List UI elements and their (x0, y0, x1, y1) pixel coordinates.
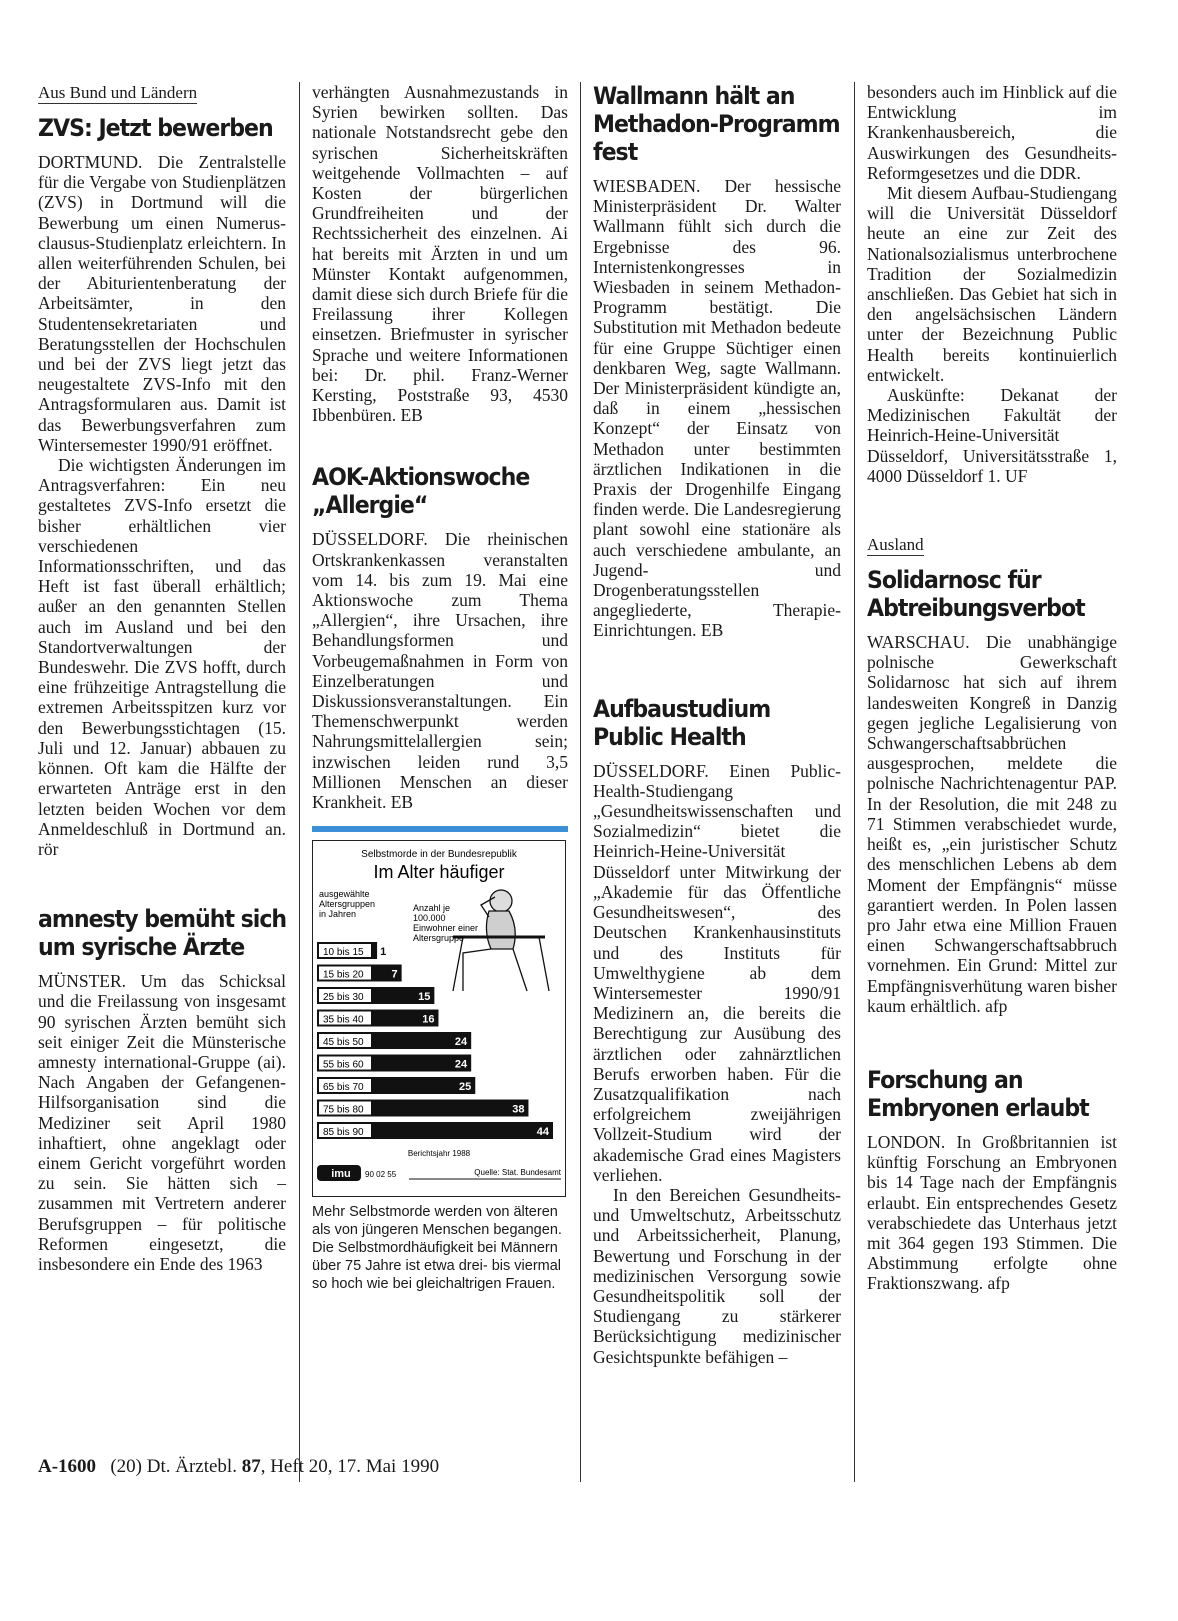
article-zvs-p1: DORTMUND. Die Zentralstelle für die Vergabe von Studienplätzen (ZVS) in Dortmund will die Bewerbung um einen Numerus-clausus-Studienplatz erleichtern. In allen weiterführenden Schulen, bei der Abiturientenberatung der Arbeitsämter, in den Studentensekretariaten und Beratungsstellen der Hochschulen und bei der ZVS liegt jetzt das neugestaltete ZVS-Info mit den Antragsformularen aus. Damit ist das Bewerbungsverfahren zum Wintersemester 1990/91 eröffnet. (38, 152, 286, 455)
chart-canvas (313, 841, 565, 1196)
imu-logo-text: imu (331, 1168, 351, 1181)
svg-text:in Jahren: in Jahren (319, 909, 357, 920)
column-rule (854, 82, 855, 1482)
chart-bars (317, 942, 553, 1139)
svg-text:ausgewählte: ausgewählte (319, 889, 370, 900)
article-amnesty-p1: MÜNSTER. Um das Schicksal und die Freilassung von insgesamt 90 syrischen Ärzten bemüht sich seit einiger Zeit die Münsterische amnesty international-Gruppe (ai). Nach Angaben der Gefangenen-Hilfsorganisation sind die Mediziner seit April 1980 inhaftiert, ohne angeklagt oder einem Gericht vorgeführt worden zu sein. Sie hätten sich – zusammen mit Vertretern anderer Berufsgruppen – für politische Reformen eingesetzt, die insbesondere ein Ende des 1963 (38, 971, 286, 1274)
chart-tick-label: 15 bis 20 (323, 969, 364, 981)
article-public-health-p2: In den Bereichen Gesundheits- und Umweltschutz, Arbeitsschutz und Arbeitssicherheit, Planung, Bewertung und Forschung in der medizinischen Versorgung sowie Gesundheitspolitik soll der Studiengang zu stärkerer Berücksichtigung medizinischer Gesichtspunkte befähigen – (593, 1184, 841, 1367)
column-3 (593, 82, 841, 1367)
column-2 (312, 82, 568, 1293)
chart-xlabel (319, 889, 375, 919)
chart-source: Quelle: Stat. Bundesamt (474, 1168, 561, 1178)
column-rule (580, 82, 581, 1482)
article-embryonen-p1: LONDON. In Großbritannien ist künftig Forschung an Embryonen bis 14 Tage nach der Empfängnis erlaubt. Ein entsprechendes Gesetz verabschiedete das Unterhaus jetzt mit 364 gegen 193 Stimmen. Die Abstimmung erfolgte ohne Fraktionszwang. afp (867, 1131, 1117, 1294)
chart-tick-label: 75 bis 80 (323, 1104, 364, 1116)
headline-wallmann: Wallmann hält an Methadon-Programm fest (593, 82, 840, 166)
column-rule (299, 82, 300, 1482)
headline-zvs: ZVS: Jetzt bewerben (38, 114, 273, 142)
headline-amnesty: amnesty bemüht sich um syrische Ärzte (38, 905, 287, 962)
chart-data-label: 24 (454, 1058, 468, 1071)
volume-number: 87 (241, 1456, 261, 1477)
chart-tick-label: 10 bis 15 (323, 947, 364, 959)
article-zvs-p2: Die wichtigsten Änderungen im Antragsverfahren: Ein neu gestaltetes ZVS-Info ersetzt die bisher erhältlichen vier verschiedenen Informationsschriften, und das Heft ist fast überall erhältlich; außer an den genannten Stellen auch im Ausland und bei den Standortverwaltungen der Bundeswehr. Die ZVS hofft, durch eine frühzeitige Antragstellung die extremen Arbeitsspitzen kurz vor den Bewerbungsstichtagen (15. Juli und 12. Januar) abbauen zu können. Oft kam die Hälfte der erwarteten Anträge erst in den letzten beiden Wochen vor dem Anmeldeschluß in Dortmund an. rör (38, 455, 286, 859)
chart-data-label: 25 (459, 1081, 472, 1094)
suicide-chart (312, 840, 566, 1197)
svg-text:100.000: 100.000 (413, 913, 446, 924)
headline-solidarnosc: Solidarnosc für Abtreibungsverbot (867, 566, 1085, 623)
article-solidarnosc-p1: WARSCHAU. Die unabhängige polnische Gewerkschaft Solidarnosc hat sich auf ihrem landesweiten Kongreß in Danzig gegen jegliche Legalisierung von Schwangerschaftsabbrüchen ausgesprochen, meldete die polnische Nachrichtenagentur PAP. In der Resolution, die mit 248 zu 71 Stimmen verabschiedet wurde, heißt es, „ein juristischer Schutz des menschlichen Lebens ab dem Moment der Empfängnis“ müsse garantiert werden. In Polen lassen pro Jahr etwa eine Million Frauen einen Schwangerschaftsabbruch vornehmen. Ein Grund: Mittel zur Empfängnisverhütung waren bisher kaum erhältlich. afp (867, 632, 1117, 1016)
svg-text:Altersgruppe: Altersgruppe (413, 933, 465, 944)
svg-text:Einwohner einer: Einwohner einer (413, 923, 479, 934)
article-public-health-p3: Mit diesem Aufbau-Studiengang will die Universität Düsseldorf heute an eine zur Zeit des Nationalsozialismus unterbrochene Tradition der Sozialmedizin anschließen. Das Gebiet hat sich in den angelsächsischen Ländern unter der Bezeichnung Public Health bereits kontinuierlich entwickelt. (867, 183, 1117, 385)
page-number: A-1600 (38, 1456, 97, 1477)
article-public-health-p1: DÜSSELDORF. Einen Public-Health-Studiengang „Gesundheitswissenschaften und Sozialmedizin“ bietet die Heinrich-Heine-Universität Düsseldorf unter Mitwirkung der „Akademie für das Öffentliche Gesundheitswesen“, des Deutschen Krankenhausinstituts und des Instituts für Umwelthygiene ab dem Wintersemester 1990/91 Medizinern an, die bereits die Berechtigung zur Ausübung des ärztlichen oder zahnärztlichen Berufs erworben haben. Für die Zusatzqualifikation nach erfolgreichem zweijährigen Vollzeit-Studium wird der akademische Grad eines Magisters verliehen. (593, 760, 841, 1185)
headline-public-health: Aufbaustudium Public Health (593, 694, 771, 751)
svg-text:Anzahl je: Anzahl je (413, 903, 451, 914)
svg-text:Altersgruppen: Altersgruppen (319, 899, 376, 910)
chart-data-label: 38 (512, 1103, 525, 1116)
chart-footnote: Berichtsjahr 1988 (407, 1149, 471, 1159)
chart-data-label: 7 (391, 968, 398, 981)
article-wallmann-p1: WIESBADEN. Der hessische Ministerpräsident Dr. Walter Wallmann fühlt sich durch die Ergebnisse des 96. Internistenkongresses in Wiesbaden in seinem Methadon-Programm bestätigt. Die Substitution mit Methadon bedeute für eine Gruppe Süchtiger einen denkbaren Weg, sagte Wallmann. Der Ministerpräsident kündigte an, daß in einem „hessischen Konzept“ der Einsatz von Methadon unter bestimmten ärztlichen Indikationen in die Praxis der Drogenhilfe Eingang finden werde. Die Landesregierung plant sowohl eine stationäre als auch verschiedene ambulante, an Jugend- und Drogenberatungsstellen angegliederte, Therapie-Einrichtungen. EB (593, 176, 841, 641)
issue-suffix: , Heft 20, 17. Mai 1990 (260, 1456, 440, 1477)
chart-code: 90 02 55 (365, 1170, 397, 1180)
chart-data-label: 16 (422, 1013, 435, 1026)
headline-embryonen: Forschung an Embryonen erlaubt (867, 1065, 1089, 1122)
chart-tick-label: 55 bis 60 (323, 1059, 364, 1071)
chart-data-label: 1 (380, 946, 387, 959)
elderly-person-illustration (453, 890, 549, 991)
article-aok-p1: DÜSSELDORF. Die rheinischen Ortskrankenkassen veranstalten vom 14. bis zum 19. Mai eine Aktionswoche zum Thema „Allergien“, ihre Ursachen, ihre Behandlungsformen und Vorbeugemaßnahmen in Form von Einzelberatungen und Diskussionsveranstaltungen. Ein Themenschwerpunkt werden Nahrungsmittelallergien sein; inzwischen leiden rund 3,5 Millionen Menschen an dieser Krankheit. EB (312, 529, 568, 813)
chart-subtitle: Selbstmorde in der Bundesrepublik (361, 849, 517, 861)
article-public-health-p4: Auskünfte: Dekanat der Medizinischen Fakultät der Heinrich-Heine-Universität Düsseldorf, Universitätsstraße 1, 4000 Düsseldorf 1. UF (867, 385, 1117, 486)
chart-data-label: 15 (418, 991, 431, 1004)
issue-prefix: (20) Dt. Ärztebl. (110, 1456, 237, 1477)
chart-tick-label: 45 bis 50 (323, 1037, 364, 1049)
figure-top-rule (312, 826, 568, 832)
column-1 (38, 82, 286, 1274)
headline-aok: AOK-Aktionswoche „Allergie“ (312, 463, 530, 520)
chart-caption: Mehr Selbstmorde werden von älteren als von jüngeren Menschen begangen. Die Selbstmordhäufigkeit bei Männern über 75 Jahre ist etwa drei- bis viermal so hoch wie bei gleichaltrigen Frauen. (312, 1204, 562, 1293)
chart-title: Im Alter häufiger (373, 862, 505, 883)
article-amnesty-continued: verhängten Ausnahmezustands in Syrien bewirken sollten. Das nationale Notstandsrecht gebe den syrischen Sicherheitskräften weitgehende Vollmachten – auf Kosten der bürgerlichen Grundfreiheiten und der Rechtssicherheit des einzelnen. Ai hat bereits mit Ärzten in und um Münster Kontakt aufgenommen, damit diese sich durch Briefe für die Freilassung ihrer Kollegen einsetzen. Briefmuster in syrischer Sprache und weitere Informationen bei: Dr. phil. Franz-Werner Kersting, Poststraße 93, 4530 Ibbenbüren. EB (312, 82, 568, 426)
section-rubric: Aus Bund und Ländern (38, 83, 198, 102)
article-public-health-continued: besonders auch im Hinblick auf die Entwicklung im Krankenhausbereich, die Auswirkungen des Gesundheits-Reformgesetzes und die DDR. (867, 82, 1117, 183)
column-4 (867, 82, 1117, 1294)
section-rubric-ausland: Ausland (867, 535, 924, 555)
chart-tick-label: 25 bis 30 (323, 992, 364, 1004)
chart-tick-label: 65 bis 70 (323, 1082, 364, 1094)
chart-tick-label: 35 bis 40 (323, 1014, 364, 1026)
chart-data-label: 24 (454, 1036, 468, 1049)
chart-data-label: 44 (536, 1126, 549, 1139)
page-footer (38, 1456, 439, 1478)
chart-tick-label: 85 bis 90 (323, 1127, 364, 1139)
